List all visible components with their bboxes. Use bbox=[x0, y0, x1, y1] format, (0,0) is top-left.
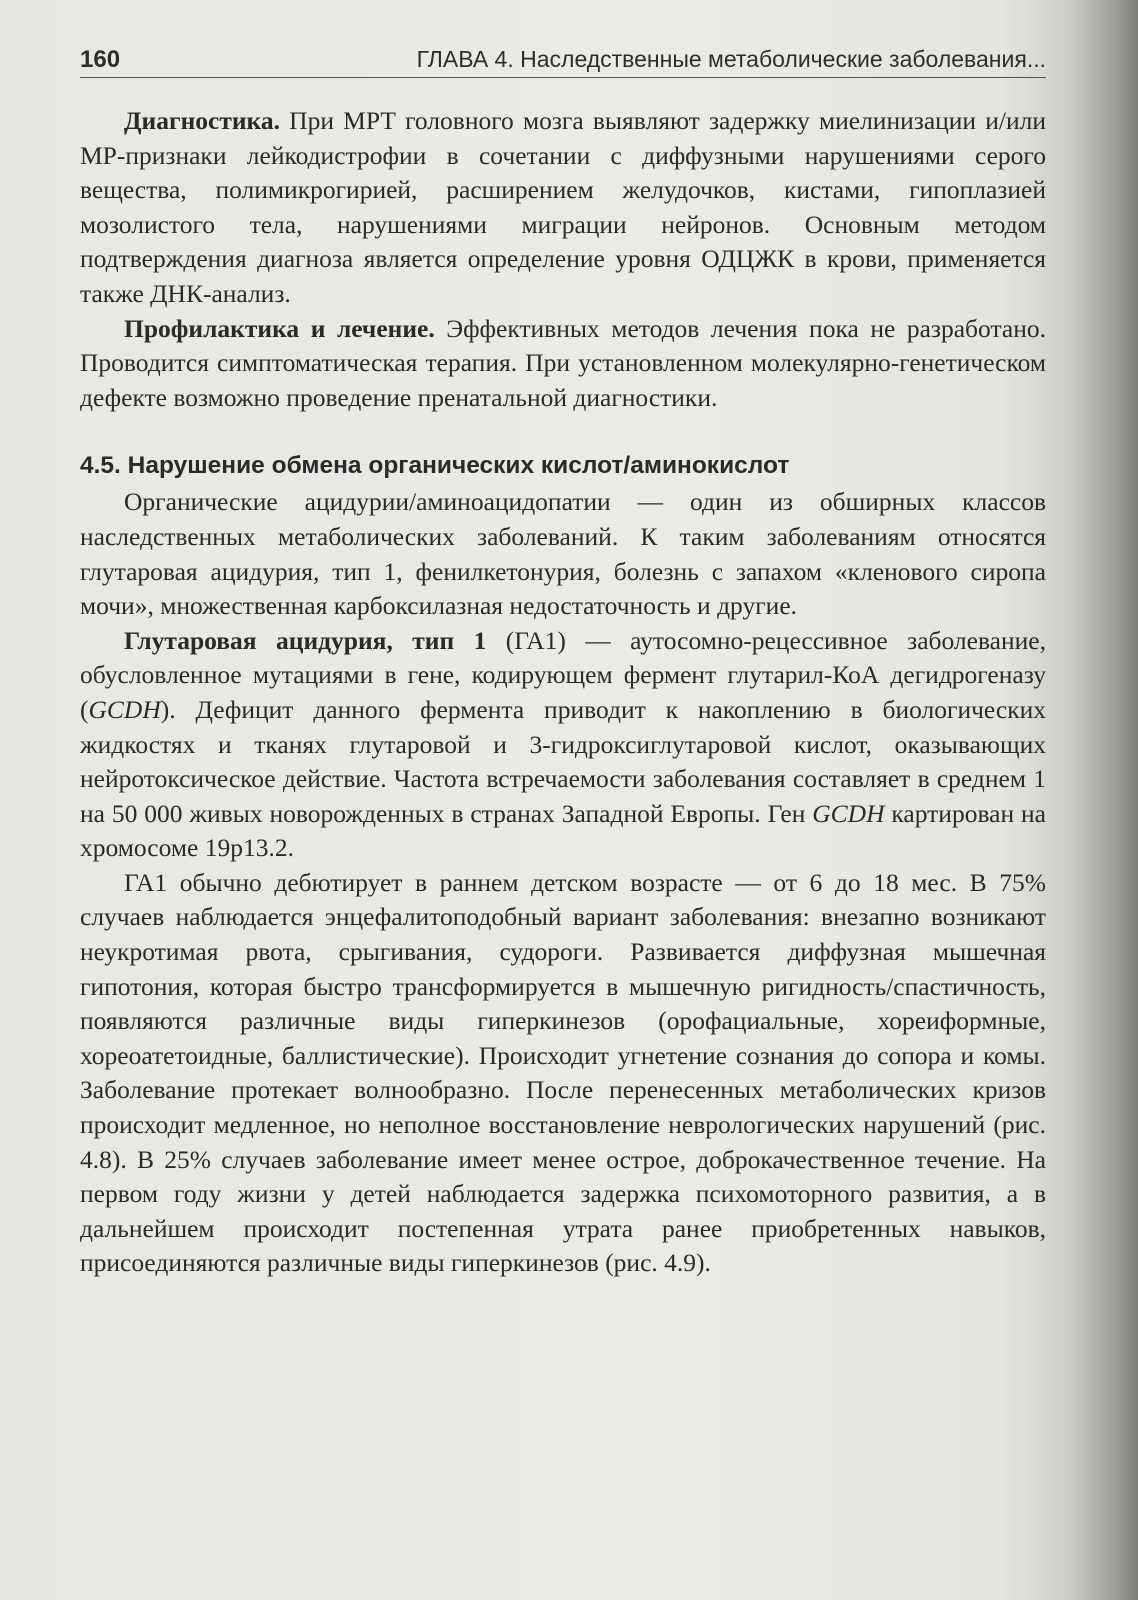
paragraph-text: При МРТ головного мозга выявляют задержку миелинизации и/или МР-признаки лейкодистрофии в сочетании с диффузными нарушениями серого вещества, полимикрогирией, расширением желудочков, кистами, гипоплазией мозолистого тела, нарушениями миграции нейронов. Основным методом подтверждения диагноза является определение уровня ОДЦЖК в крови, применяется также ДНК-анализ. bbox=[80, 106, 1046, 308]
paragraph-ga1 bbox=[80, 624, 1046, 866]
running-head: ГЛАВА 4. Наследственные метаболические заболевания... bbox=[416, 46, 1046, 72]
section-heading: 4.5. Нарушение обмена органических кислот/аминокислот bbox=[80, 452, 790, 480]
gene-name: GCDH bbox=[812, 798, 885, 828]
paragraph-course: ГА1 обычно дебютирует в раннем детском возрасте — от 6 до 18 мес. В 75% случаев наблюдается энцефалитоподобный вариант заболевания: внезапно возникают неукротимая рвота, срыгивания, судороги. Развивается диффузная мышечная гипотония, которая быстро трансформируется в мышечную ригидность/спастичность, появляются различные виды гиперкинезов (орофациальные, хореиформные, хореоатетоидные, баллистические). Происходит угнетение сознания до сопора и комы. Заболевание протекает волнообразно. После перенесенных метаболических кризов происходит медленное, но неполное восстановление неврологических нарушений (рис. 4.8). В 25% случаев заболевание имеет менее острое, доброкачественное течение. На первом году жизни у детей наблюдается задержка психомоторного развития, а в дальнейшем происходит постепенная утрата ранее приобретенных навыков, присоединяются различные виды гиперкинезов (рис. 4.9). bbox=[80, 867, 1046, 1278]
page-body bbox=[80, 104, 1046, 1281]
paragraph-text: картирован на хромосоме 19p13.2. bbox=[80, 798, 1046, 863]
header-rule bbox=[80, 77, 1046, 78]
paragraph-prevention bbox=[80, 312, 1046, 416]
paragraph-lead: Профилактика и лечение. bbox=[124, 313, 435, 343]
paragraph-text: ). Дефицит данного фермента приводит к накоплению в биологических жидкостях и тканях глутаровой и 3-гидроксиглутаровой кислот, оказывающих нейротоксическое действие. Частота встречаемости заболевания составляет в среднем 1 на 50 000 живых новорожденных в странах Западной Европы. Ген bbox=[80, 694, 1046, 828]
page-header bbox=[80, 44, 1046, 78]
gene-name: GCDH bbox=[88, 694, 161, 724]
paragraph-diagnostics bbox=[80, 104, 1046, 312]
paragraph-text: Эффективных методов лечения пока не разработано. Проводится симптоматическая терапия. При установленном молекулярно-генетическом дефекте возможно проведение пренатальной диагностики. bbox=[80, 313, 1046, 412]
page-number: 160 bbox=[80, 46, 121, 73]
paragraph-intro: Органические ацидурии/аминоацидопатии — один из обширных классов наследственных метаболических заболеваний. К таким заболеваниям относятся глутаровая ацидурия, тип 1, фенилкетонурия, болезнь с запахом «кленового сиропа мочи», множественная карбоксилазная недостаточность и другие. bbox=[80, 487, 1046, 621]
paragraph-lead: Диагностика. bbox=[124, 106, 280, 135]
paragraph-text: (ГА1) — аутосомно-рецессивное заболевание, обусловленное мутациями в гене, кодирующем фермент глутарил-КоА дегидрогеназу ( bbox=[80, 625, 1046, 724]
paragraph-lead: Глутаровая ацидурия, тип 1 bbox=[124, 625, 487, 655]
